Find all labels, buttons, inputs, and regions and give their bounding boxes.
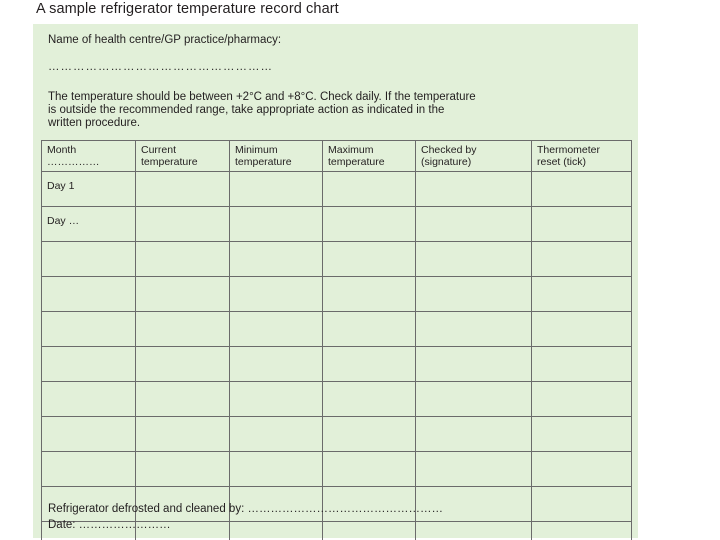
- table-row: [42, 242, 632, 277]
- cell-minimum-temperature[interactable]: [230, 277, 323, 312]
- header-current-temperature: [136, 141, 230, 172]
- header-minimum-temperature-line-2: temperature: [235, 156, 292, 168]
- cell-month[interactable]: [42, 347, 136, 382]
- table-row: [42, 452, 632, 487]
- instructions-line-3: written procedure.: [48, 117, 141, 129]
- header-checked-by-line-1: Checked by: [421, 144, 477, 156]
- cell-checked-by[interactable]: [416, 417, 532, 452]
- cell-checked-by[interactable]: [416, 522, 532, 540]
- cell-thermometer-reset[interactable]: [532, 172, 632, 207]
- cell-thermometer-reset[interactable]: [532, 347, 632, 382]
- temperature-log-table: [41, 140, 632, 540]
- defrosted-cleaned-by-line[interactable]: Refrigerator defrosted and cleaned by: ……………………………………………: [48, 503, 443, 515]
- cell-month[interactable]: [42, 242, 136, 277]
- cell-current-temperature[interactable]: [136, 347, 230, 382]
- cell-current-temperature[interactable]: [136, 277, 230, 312]
- cell-thermometer-reset[interactable]: [532, 487, 632, 522]
- document-title: A sample refrigerator temperature record chart: [36, 1, 339, 17]
- temperature-log-body: [42, 172, 632, 540]
- cell-thermometer-reset[interactable]: [532, 522, 632, 540]
- cell-minimum-temperature[interactable]: [230, 242, 323, 277]
- record-chart-panel: [33, 24, 638, 538]
- header-checked-by-line-2: (signature): [421, 156, 472, 168]
- header-maximum-temperature-line-2: temperature: [328, 156, 385, 168]
- table-row: [42, 207, 632, 242]
- header-month-dots[interactable]: ……………: [47, 156, 100, 168]
- header-month: [42, 141, 136, 172]
- header-maximum-temperature-line-1: Maximum: [328, 144, 374, 156]
- header-current-temperature-line-2: temperature: [141, 156, 198, 168]
- header-thermometer-reset: [532, 141, 632, 172]
- cell-month[interactable]: [42, 382, 136, 417]
- header-thermometer-reset-line-1: Thermometer: [537, 144, 601, 156]
- cell-current-temperature[interactable]: [136, 172, 230, 207]
- cell-checked-by[interactable]: [416, 312, 532, 347]
- cell-current-temperature[interactable]: [136, 312, 230, 347]
- cell-month[interactable]: Day …: [42, 207, 136, 242]
- header-minimum-temperature-line-1: Minimum: [235, 144, 278, 156]
- header-current-temperature-line-1: Current: [141, 144, 177, 156]
- cell-current-temperature[interactable]: [136, 207, 230, 242]
- cell-month[interactable]: [42, 277, 136, 312]
- cell-month[interactable]: [42, 312, 136, 347]
- cell-current-temperature[interactable]: [136, 382, 230, 417]
- cell-maximum-temperature[interactable]: [323, 417, 416, 452]
- cell-month[interactable]: [42, 452, 136, 487]
- header-maximum-temperature: [323, 141, 416, 172]
- cell-checked-by[interactable]: [416, 382, 532, 417]
- instructions-line-1: The temperature should be between +2°C and +8°C. Check daily. If the temperature: [48, 91, 476, 103]
- cell-checked-by[interactable]: [416, 452, 532, 487]
- cell-maximum-temperature[interactable]: [323, 347, 416, 382]
- table-row: [42, 417, 632, 452]
- cell-month[interactable]: [42, 417, 136, 452]
- table-row: [42, 172, 632, 207]
- table-row: [42, 277, 632, 312]
- cell-checked-by[interactable]: [416, 347, 532, 382]
- health-centre-name-field[interactable]: ………………………………………………: [48, 61, 273, 73]
- table-row: [42, 382, 632, 417]
- cell-thermometer-reset[interactable]: [532, 242, 632, 277]
- cell-maximum-temperature[interactable]: [323, 522, 416, 540]
- table-header-row: [42, 141, 632, 172]
- header-month-label: Month: [47, 144, 77, 156]
- cell-maximum-temperature[interactable]: [323, 172, 416, 207]
- cell-maximum-temperature[interactable]: [323, 207, 416, 242]
- cell-checked-by[interactable]: [416, 242, 532, 277]
- cell-month[interactable]: Day 1: [42, 172, 136, 207]
- cell-thermometer-reset[interactable]: [532, 452, 632, 487]
- cell-maximum-temperature[interactable]: [323, 382, 416, 417]
- cell-maximum-temperature[interactable]: [323, 312, 416, 347]
- cell-current-temperature[interactable]: [136, 417, 230, 452]
- health-centre-name-label: Name of health centre/GP practice/pharmacy:: [48, 34, 282, 46]
- cell-minimum-temperature[interactable]: [230, 382, 323, 417]
- instructions-line-2: is outside the recommended range, take appropriate action as indicated in the: [48, 104, 445, 116]
- cell-current-temperature[interactable]: [136, 242, 230, 277]
- cell-minimum-temperature[interactable]: [230, 347, 323, 382]
- cell-current-temperature[interactable]: [136, 452, 230, 487]
- cell-checked-by[interactable]: [416, 277, 532, 312]
- cell-minimum-temperature[interactable]: [230, 312, 323, 347]
- cell-maximum-temperature[interactable]: [323, 277, 416, 312]
- cell-minimum-temperature[interactable]: [230, 452, 323, 487]
- cell-thermometer-reset[interactable]: [532, 277, 632, 312]
- date-line[interactable]: Date: ……………………: [48, 519, 171, 531]
- header-minimum-temperature: [230, 141, 323, 172]
- cell-maximum-temperature[interactable]: [323, 452, 416, 487]
- cell-thermometer-reset[interactable]: [532, 382, 632, 417]
- cell-thermometer-reset[interactable]: [532, 417, 632, 452]
- cell-checked-by[interactable]: [416, 207, 532, 242]
- cell-maximum-temperature[interactable]: [323, 242, 416, 277]
- header-thermometer-reset-line-2: reset (tick): [537, 156, 587, 168]
- table-row: [42, 347, 632, 382]
- header-checked-by: [416, 141, 532, 172]
- table-row: [42, 312, 632, 347]
- cell-minimum-temperature[interactable]: [230, 172, 323, 207]
- cell-thermometer-reset[interactable]: [532, 207, 632, 242]
- cell-checked-by[interactable]: [416, 172, 532, 207]
- cell-minimum-temperature[interactable]: [230, 207, 323, 242]
- cell-minimum-temperature[interactable]: [230, 522, 323, 540]
- cell-thermometer-reset[interactable]: [532, 312, 632, 347]
- cell-minimum-temperature[interactable]: [230, 417, 323, 452]
